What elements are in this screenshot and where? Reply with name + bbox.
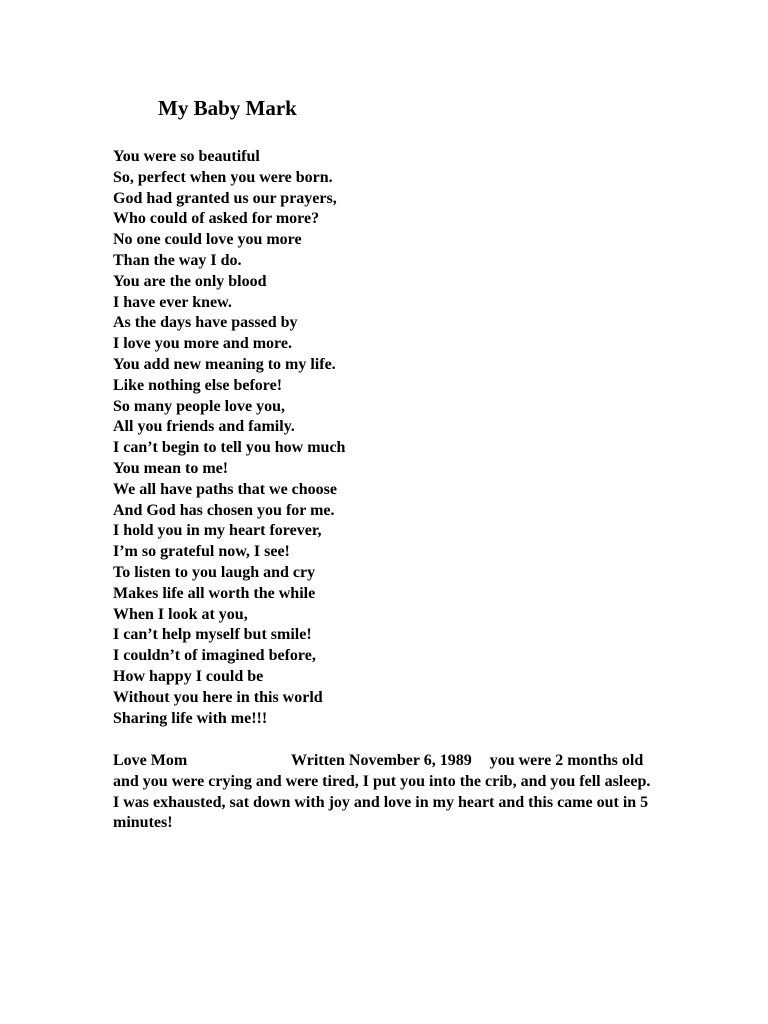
poem-line: You are the only blood <box>113 272 267 290</box>
poem-line: Sharing life with me!!! <box>113 709 268 727</box>
poem-line: And God has chosen you for me. <box>113 501 335 519</box>
poem-line: We all have paths that we choose <box>113 480 337 498</box>
poem-line: When I look at you, <box>113 605 248 623</box>
poem-line: I can’t begin to tell you how much <box>113 439 346 457</box>
poem-line: I hold you in my heart forever, <box>113 522 322 540</box>
poem-line: Like nothing else before! <box>113 376 283 394</box>
poem-line: So, perfect when you were born. <box>113 168 333 186</box>
signature: Love Mom <box>113 752 188 769</box>
poem-line: To listen to you laugh and cry <box>113 563 316 581</box>
written-date: Written November 6, 1989 <box>291 752 472 769</box>
poem-line: I have ever knew. <box>113 293 232 311</box>
poem-line: I love you more and more. <box>113 335 292 353</box>
poem-line: No one could love you more <box>113 231 302 249</box>
poem-line: Without you here in this world <box>113 688 323 706</box>
poem-line: I couldn’t of imagined before, <box>113 647 316 665</box>
closing-note: you were 2 months old and you were crying and were tired, I put you into the crib, and you fell asleep. I was exhausted, sat down with joy and love in my heart and this came out in 5 minutes! <box>113 752 651 832</box>
poem-line: You were so beautiful <box>113 148 260 165</box>
poem-title: My Baby Mark <box>158 96 297 120</box>
poem-line: You add new meaning to my life. <box>113 355 336 373</box>
poem-body <box>113 147 345 729</box>
closing-paragraph <box>113 751 658 834</box>
poem-line: I’m so grateful now, I see! <box>113 543 290 561</box>
poem-line: You mean to me! <box>113 459 229 477</box>
poem-line: God had granted us our prayers, <box>113 189 337 207</box>
poem-line: So many people love you, <box>113 397 286 415</box>
poem-line: All you friends and family. <box>113 418 295 436</box>
poem-line: Who could of asked for more? <box>113 210 320 228</box>
poem-line: How happy I could be <box>113 667 264 685</box>
poem-line: Than the way I do. <box>113 251 242 269</box>
poem-line: As the days have passed by <box>113 314 298 332</box>
poem-line: Makes life all worth the while <box>113 584 316 602</box>
poem-line: I can’t help myself but smile! <box>113 626 312 644</box>
